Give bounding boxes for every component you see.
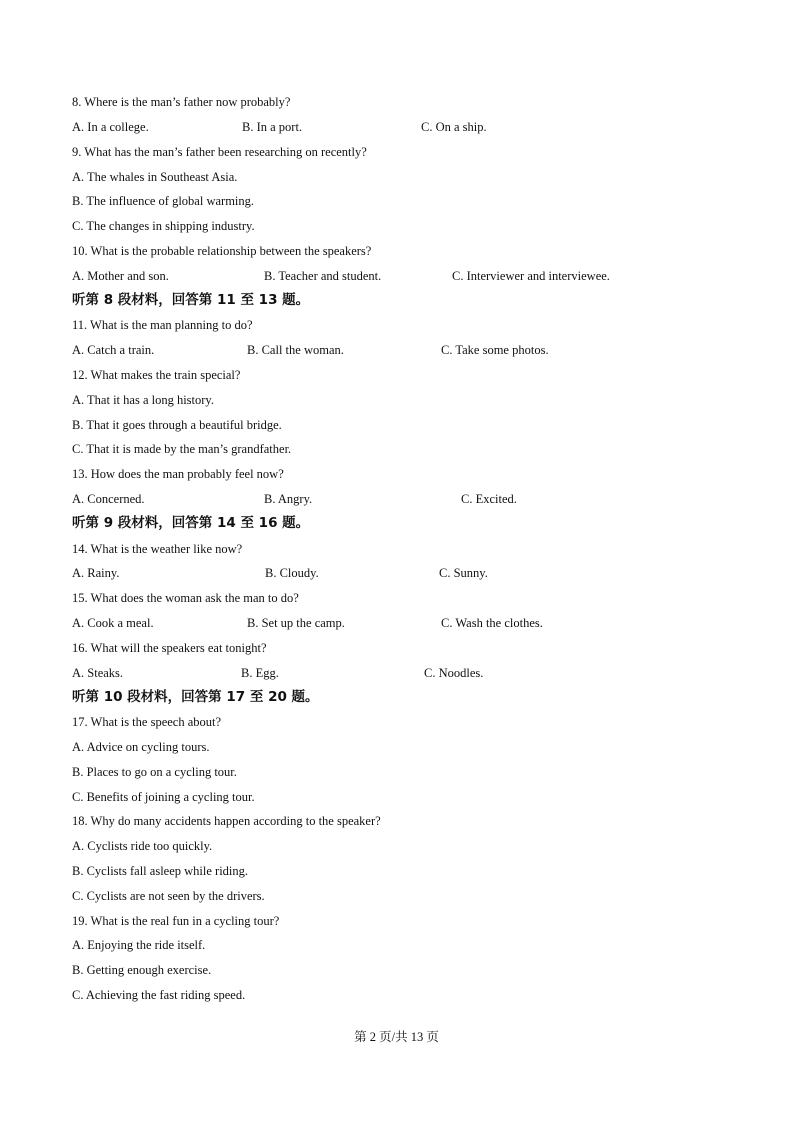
option-11a: A. Catch a train. (72, 343, 155, 357)
option-19c: C. Achieving the fast riding speed. (72, 988, 246, 1002)
option-10b: B. Teacher and student. (264, 269, 382, 283)
option-16c: C. Noodles. (424, 666, 484, 680)
option-14a: A. Rainy. (72, 566, 120, 580)
option-8c: C. On a ship. (421, 120, 487, 134)
question-9: 9. What has the man’s father been researching on recently? (72, 145, 367, 159)
option-19b: B. Getting enough exercise. (72, 963, 212, 977)
option-19a: A. Enjoying the ride itself. (72, 938, 206, 952)
page-footer: 第 2 页/共 13 页 (354, 1030, 439, 1044)
question-8: 8. Where is the man’s father now probably? (72, 95, 291, 109)
option-8b: B. In a port. (242, 120, 303, 134)
question-17: 17. What is the speech about? (72, 715, 222, 729)
option-15b: B. Set up the camp. (247, 616, 345, 630)
option-15c: C. Wash the clothes. (441, 616, 543, 630)
question-12: 12. What makes the train special? (72, 368, 241, 382)
option-13a: A. Concerned. (72, 492, 145, 506)
option-13b: B. Angry. (264, 492, 313, 506)
option-12b: B. That it goes through a beautiful bridge. (72, 418, 282, 432)
option-18b: B. Cyclists fall asleep while riding. (72, 864, 249, 878)
option-15a: A. Cook a meal. (72, 616, 154, 630)
question-10: 10. What is the probable relationship between the speakers? (72, 244, 372, 258)
question-16: 16. What will the speakers eat tonight? (72, 641, 267, 655)
option-13c: C. Excited. (461, 492, 517, 506)
option-17a: A. Advice on cycling tours. (72, 740, 210, 754)
option-9c: C. The changes in shipping industry. (72, 219, 255, 233)
option-11c: C. Take some photos. (441, 343, 549, 357)
section-heading-9: 听第 9 段材料，回答第 14 至 16 题。 (72, 515, 310, 531)
option-14c: C. Sunny. (439, 566, 488, 580)
question-15: 15. What does the woman ask the man to do? (72, 591, 299, 605)
option-10a: A. Mother and son. (72, 269, 169, 283)
option-17b: B. Places to go on a cycling tour. (72, 765, 237, 779)
option-8a: A. In a college. (72, 120, 149, 134)
option-12c: C. That it is made by the man’s grandfather. (72, 442, 292, 456)
option-16b: B. Egg. (241, 666, 279, 680)
option-9a: A. The whales in Southeast Asia. (72, 170, 238, 184)
option-17c: C. Benefits of joining a cycling tour. (72, 790, 255, 804)
question-14: 14. What is the weather like now? (72, 542, 243, 556)
question-13: 13. How does the man probably feel now? (72, 467, 284, 481)
section-heading-8: 听第 8 段材料，回答第 11 至 13 题。 (72, 292, 310, 308)
option-10c: C. Interviewer and interviewee. (452, 269, 610, 283)
option-14b: B. Cloudy. (265, 566, 319, 580)
question-19: 19. What is the real fun in a cycling tour? (72, 914, 280, 928)
option-9b: B. The influence of global warming. (72, 194, 255, 208)
question-11: 11. What is the man planning to do? (72, 318, 253, 332)
option-18a: A. Cyclists ride too quickly. (72, 839, 213, 853)
option-16a: A. Steaks. (72, 666, 124, 680)
option-18c: C. Cyclists are not seen by the drivers. (72, 889, 265, 903)
section-heading-10: 听第 10 段材料，回答第 17 至 20 题。 (72, 689, 319, 705)
question-18: 18. Why do many accidents happen according to the speaker? (72, 814, 381, 828)
option-11b: B. Call the woman. (247, 343, 344, 357)
option-12a: A. That it has a long history. (72, 393, 214, 407)
